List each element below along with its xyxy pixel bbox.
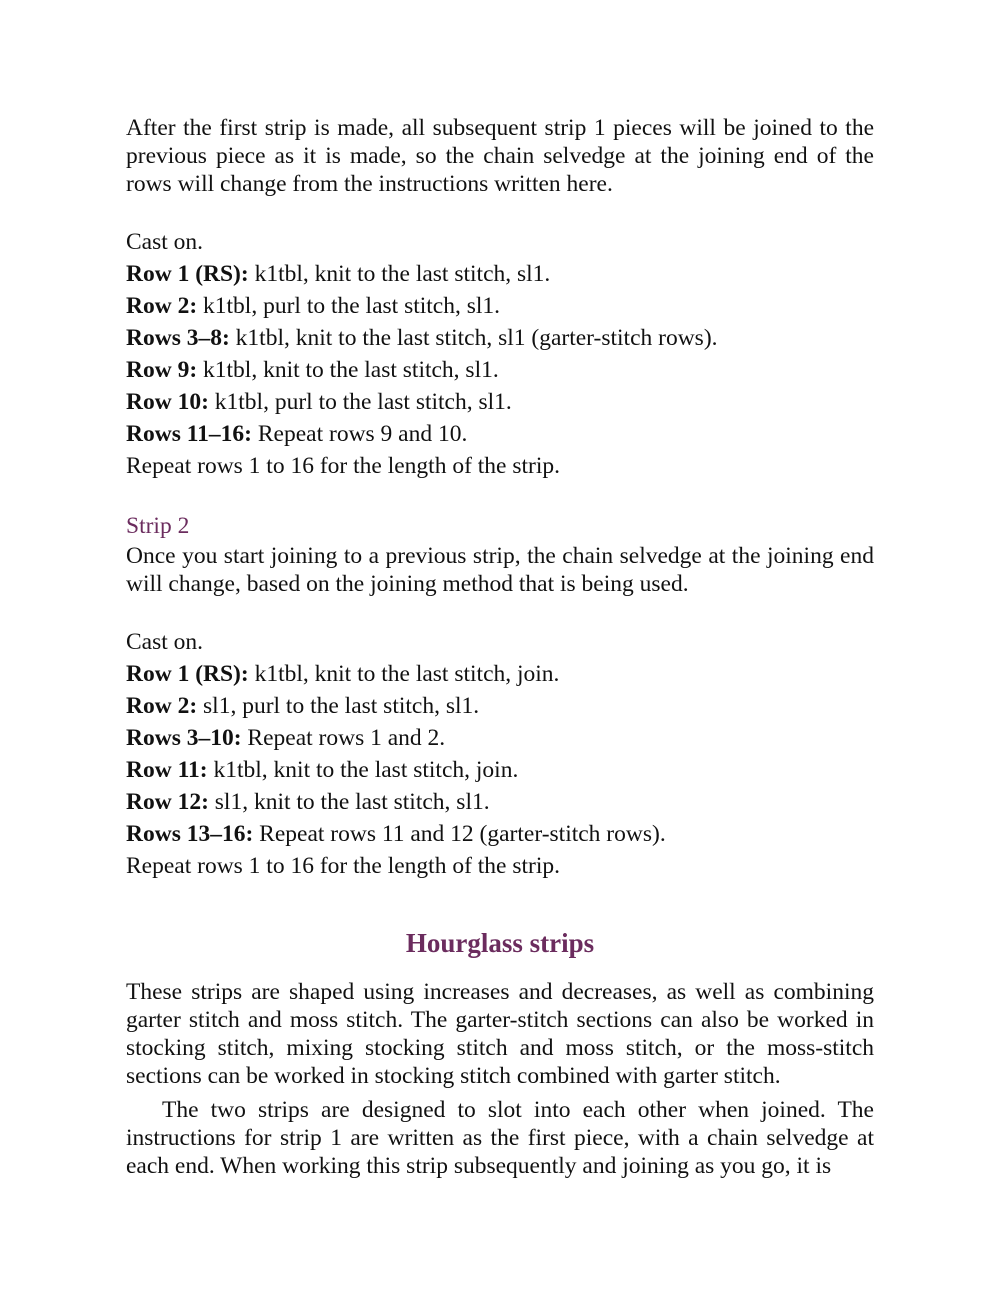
document-page [126,114,874,1180]
row-text: k1tbl, knit to the last stitch, join. [248,661,560,687]
row-label: Row 2: [126,693,198,719]
instruction-row [126,386,874,418]
row-label: Row 10: [126,389,209,415]
row-text: k1tbl, knit to the last stitch, sl1 (garter-stitch rows). [229,325,718,351]
row-text: k1tbl, purl to the last stitch, sl1. [197,293,501,319]
instruction-row [126,722,874,754]
instruction-row [126,322,874,354]
strip-2-heading: Strip 2 [126,513,190,539]
instruction-row [126,290,874,322]
row-text: k1tbl, knit to the last stitch, sl1. [197,357,499,383]
instruction-row [126,418,874,450]
row-label: Rows 3–10: [126,725,242,751]
row-label: Rows 3–8: [126,325,230,351]
row-label: Row 9: [126,357,198,383]
instruction-row [126,354,874,386]
instruction-row [126,754,874,786]
row-label: Row 12: [126,789,209,815]
row-text: k1tbl, purl to the last stitch, sl1. [208,389,512,415]
row-text: Repeat rows 1 and 2. [241,725,446,751]
row-label: Row 1 (RS): [126,661,249,687]
cast-on-line: Cast on. [126,629,204,655]
hourglass-paragraph-2: The two strips are designed to slot into each other when joined. The instructions for strip 1 are written as the first piece, with a chain selvedge at each end. When working this strip subsequently and joining as you go, it is [126,1097,874,1179]
strip-2-instructions [126,626,874,882]
row-label: Row 11: [126,757,208,783]
strip-1-instructions [126,226,874,482]
instruction-row [126,658,874,690]
row-label: Row 1 (RS): [126,261,249,287]
row-text: k1tbl, knit to the last stitch, join. [207,757,519,783]
intro-paragraph: After the first strip is made, all subsequent strip 1 pieces will be joined to the previous piece as it is made, so the chain selvedge at the joining end of the rows will change from the instructions written here. [126,115,874,197]
repeat-line: Repeat rows 1 to 16 for the length of the strip. [126,853,561,879]
row-text: k1tbl, knit to the last stitch, sl1. [248,261,551,287]
row-text: Repeat rows 11 and 12 (garter-stitch rows). [253,821,666,847]
row-label: Rows 13–16: [126,821,254,847]
section-title: Hourglass strips [405,928,595,958]
hourglass-paragraph-1: These strips are shaped using increases and decreases, as well as combining garter stitch and moss stitch. The garter-stitch sections can also be worked in stocking stitch, mixing stocking stitch and moss stitch, or the moss-stitch sections can be worked in stocking stitch combined with garter stitch. [126,979,874,1089]
cast-on-line: Cast on. [126,229,204,255]
strip-2-intro: Once you start joining to a previous strip, the chain selvedge at the joining end will change, based on the joining method that is being used. [126,543,874,597]
repeat-line: Repeat rows 1 to 16 for the length of the strip. [126,453,561,479]
row-text: Repeat rows 9 and 10. [252,421,468,447]
row-label: Row 2: [126,293,198,319]
row-text: sl1, knit to the last stitch, sl1. [208,789,490,815]
instruction-row [126,786,874,818]
instruction-row [126,690,874,722]
row-text: sl1, purl to the last stitch, sl1. [197,693,480,719]
instruction-row [126,818,874,850]
row-label: Rows 11–16: [126,421,252,447]
instruction-row [126,258,874,290]
